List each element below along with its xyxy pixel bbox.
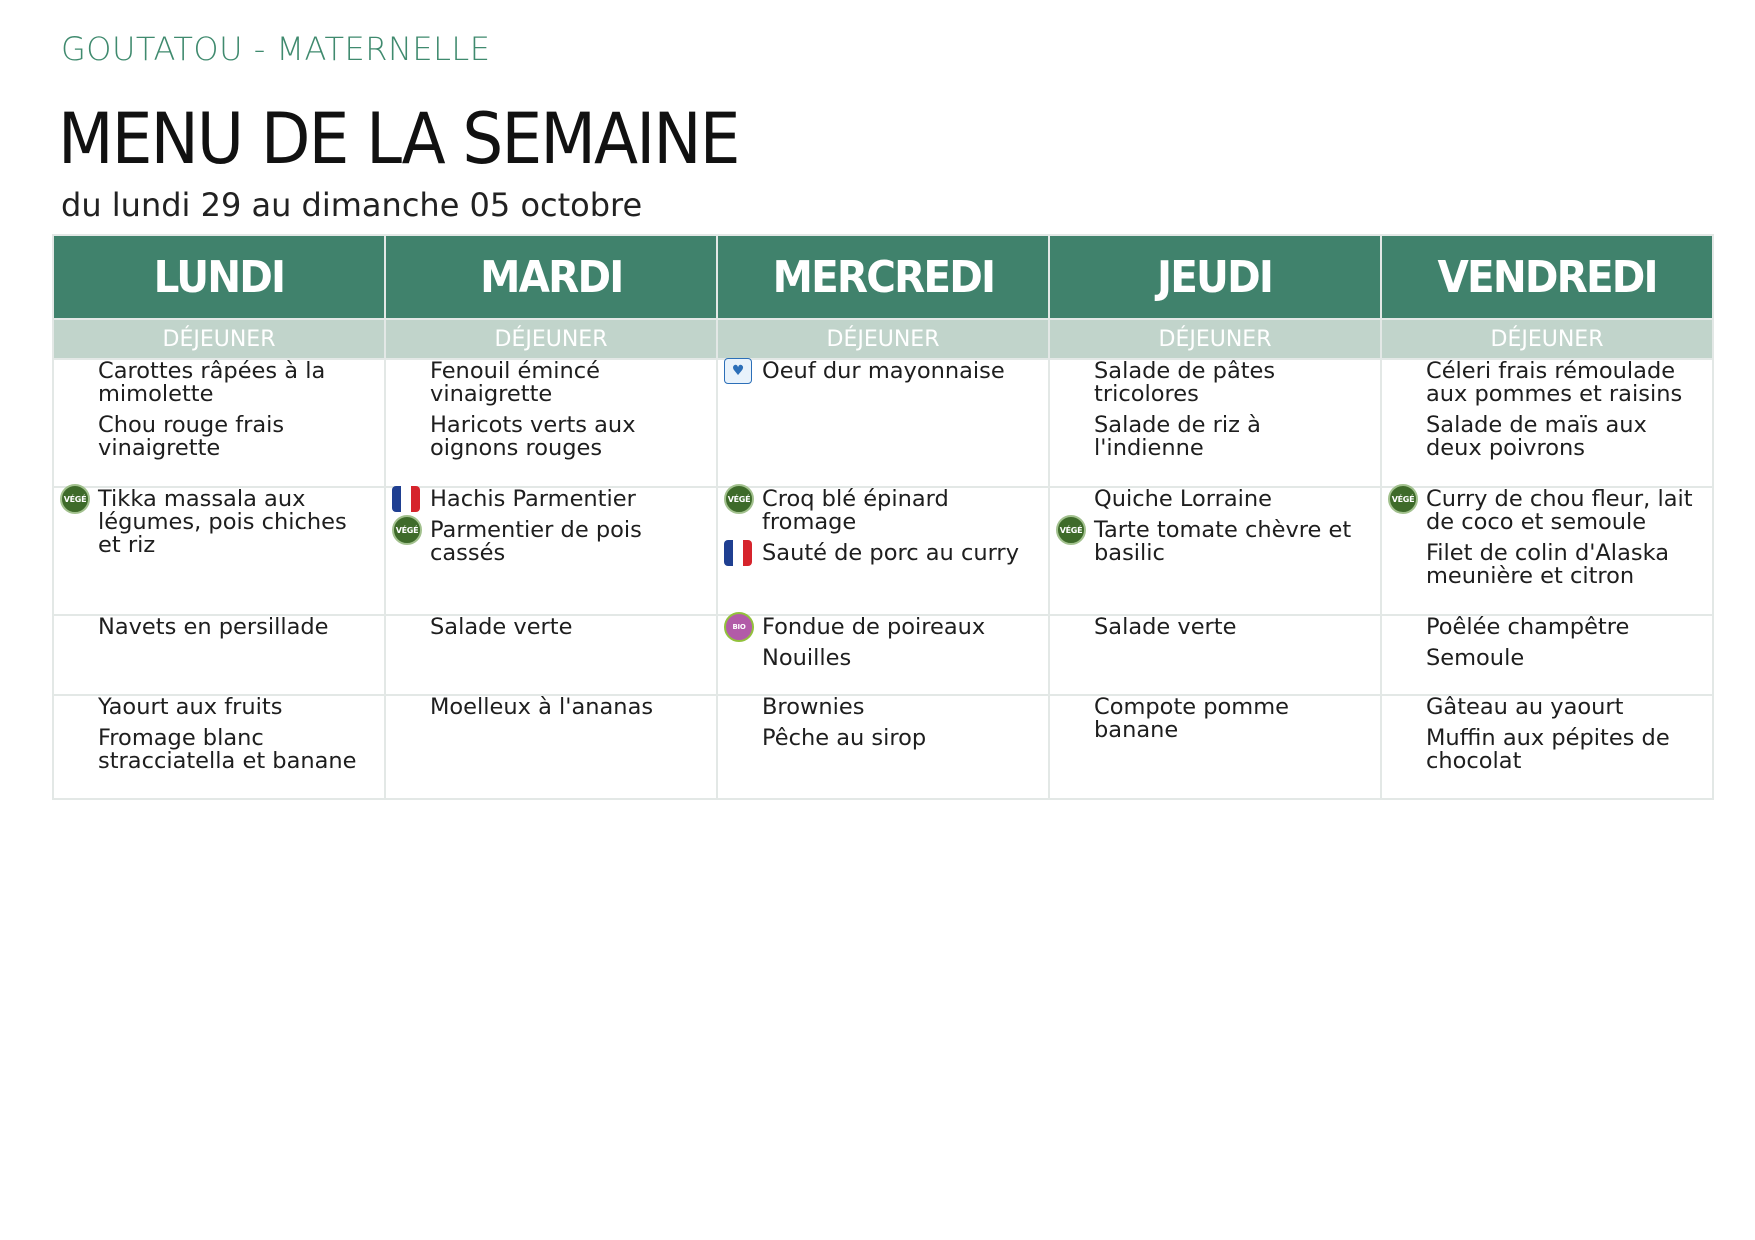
meal-label: DÉJEUNER — [1049, 319, 1381, 359]
menu-cell-jeudi — [1049, 695, 1381, 799]
dish-item — [386, 360, 716, 406]
dish-label: Céleri frais rémoulade aux pommes et raisins — [1426, 358, 1683, 407]
dish-label: Salade verte — [430, 614, 573, 640]
vege-icon: VÉGÉ — [1056, 515, 1086, 545]
menu-cell-mercredi — [717, 359, 1049, 487]
dish-item — [1382, 414, 1712, 460]
dish-label: Salade de riz à l'indienne — [1094, 412, 1261, 461]
dish-label: Salade verte — [1094, 614, 1237, 640]
dish-item — [1382, 488, 1712, 534]
dish-label: Parmentier de pois cassés — [430, 517, 642, 566]
dish-item — [1050, 360, 1380, 406]
dish-item — [1050, 616, 1380, 639]
dish-item — [386, 519, 716, 565]
menu-cell-mercredi — [717, 487, 1049, 615]
dish-item — [54, 488, 384, 557]
menu-cell-mardi — [385, 615, 717, 695]
dish-item — [1382, 696, 1712, 719]
day-header-mercredi: MERCREDI — [717, 235, 1049, 319]
dish-item — [386, 696, 716, 719]
dish-label: Curry de chou fleur, lait de coco et semoule — [1426, 486, 1693, 535]
dish-item — [1382, 360, 1712, 406]
vege-icon: VÉGÉ — [60, 484, 90, 514]
dish-label: Carottes râpées à la mimolette — [98, 358, 326, 407]
dessert-row — [53, 695, 1713, 799]
dish-item — [718, 696, 1048, 719]
dish-label: Tikka massala aux légumes, pois chiches et riz — [98, 486, 347, 558]
dish-item — [386, 488, 716, 511]
meal-label: DÉJEUNER — [53, 319, 385, 359]
dish-label: Brownies — [762, 694, 865, 720]
dish-item — [54, 727, 384, 773]
day-header-row — [53, 235, 1713, 319]
dish-item — [718, 542, 1048, 565]
day-header-vendredi: VENDREDI — [1381, 235, 1713, 319]
dish-item — [1382, 647, 1712, 670]
menu-cell-lundi — [53, 487, 385, 615]
menu-cell-lundi — [53, 359, 385, 487]
dish-label: Quiche Lorraine — [1094, 486, 1273, 512]
day-header-jeudi: JEUDI — [1049, 235, 1381, 319]
vege-icon: VÉGÉ — [392, 515, 422, 545]
dish-label: Salade de pâtes tricolores — [1094, 358, 1276, 407]
dish-label: Fenouil émincé vinaigrette — [430, 358, 600, 407]
dish-label: Navets en persillade — [98, 614, 329, 640]
meal-header-row — [53, 319, 1713, 359]
weekly-menu-table — [52, 234, 1714, 800]
dish-item — [718, 647, 1048, 670]
menu-cell-vendredi — [1381, 695, 1713, 799]
dish-label: Croq blé épinard fromage — [762, 486, 949, 535]
menu-cell-lundi — [53, 695, 385, 799]
menu-cell-vendredi — [1381, 359, 1713, 487]
main-course-row — [53, 487, 1713, 615]
page-title: MENU DE LA SEMAINE — [58, 98, 739, 180]
dish-label: Gâteau au yaourt — [1426, 694, 1624, 720]
meal-label: DÉJEUNER — [1381, 319, 1713, 359]
meal-label: DÉJEUNER — [717, 319, 1049, 359]
menu-cell-mercredi — [717, 695, 1049, 799]
dish-item — [718, 488, 1048, 534]
menu-cell-lundi — [53, 615, 385, 695]
dish-label: Yaourt aux fruits — [98, 694, 283, 720]
dish-label: Nouilles — [762, 645, 852, 671]
menu-cell-vendredi — [1381, 615, 1713, 695]
dish-label: Oeuf dur mayonnaise — [762, 358, 1005, 384]
dish-item — [1050, 519, 1380, 565]
day-header-lundi: LUNDI — [53, 235, 385, 319]
dish-label: Filet de colin d'Alaska meunière et citron — [1426, 540, 1669, 589]
dish-item — [1050, 414, 1380, 460]
dish-item — [1050, 488, 1380, 511]
blue-heart-label-icon: ♥ — [724, 358, 752, 384]
vege-icon: VÉGÉ — [1388, 484, 1418, 514]
dish-item — [54, 696, 384, 719]
dish-label: Fondue de poireaux — [762, 614, 986, 640]
side-dish-row — [53, 615, 1713, 695]
meal-label: DÉJEUNER — [385, 319, 717, 359]
dish-label: Pêche au sirop — [762, 725, 927, 751]
dish-label: Fromage blanc stracciatella et banane — [98, 725, 357, 774]
menu-cell-mardi — [385, 487, 717, 615]
vege-icon: VÉGÉ — [724, 484, 754, 514]
dish-item — [54, 360, 384, 406]
menu-cell-jeudi — [1049, 487, 1381, 615]
menu-cell-mercredi — [717, 615, 1049, 695]
dish-label: Muffin aux pépites de chocolat — [1426, 725, 1670, 774]
dish-item — [54, 616, 384, 639]
dish-item — [1382, 542, 1712, 588]
dish-label: Sauté de porc au curry — [762, 540, 1020, 566]
french-flag-icon — [724, 540, 752, 566]
dish-label: Haricots verts aux oignons rouges — [430, 412, 636, 461]
dish-label: Salade de maïs aux deux poivrons — [1426, 412, 1647, 461]
dish-item — [1382, 616, 1712, 639]
dish-label: Semoule — [1426, 645, 1525, 671]
french-flag-icon — [392, 486, 420, 512]
dish-item — [718, 727, 1048, 750]
date-range: du lundi 29 au dimanche 05 octobre — [61, 186, 643, 224]
dish-label: Moelleux à l'ananas — [430, 694, 654, 720]
dish-item — [1050, 696, 1380, 742]
dish-item — [54, 414, 384, 460]
dish-item — [718, 360, 1048, 383]
dish-label: Hachis Parmentier — [430, 486, 636, 512]
menu-cell-jeudi — [1049, 359, 1381, 487]
menu-cell-mardi — [385, 695, 717, 799]
entree-row — [53, 359, 1713, 487]
dish-label: Chou rouge frais vinaigrette — [98, 412, 285, 461]
menu-cell-jeudi — [1049, 615, 1381, 695]
dish-label: Poêlée champêtre — [1426, 614, 1630, 640]
dish-item — [386, 616, 716, 639]
dish-item — [718, 616, 1048, 639]
menu-cell-mardi — [385, 359, 717, 487]
bio-local-icon: BIO — [724, 612, 754, 642]
menu-cell-vendredi — [1381, 487, 1713, 615]
dish-item — [1382, 727, 1712, 773]
dish-item — [386, 414, 716, 460]
school-name: GOUTATOU - MATERNELLE — [61, 30, 491, 68]
dish-label: Compote pomme banane — [1094, 694, 1289, 743]
day-header-mardi: MARDI — [385, 235, 717, 319]
dish-label: Tarte tomate chèvre et basilic — [1094, 517, 1352, 566]
